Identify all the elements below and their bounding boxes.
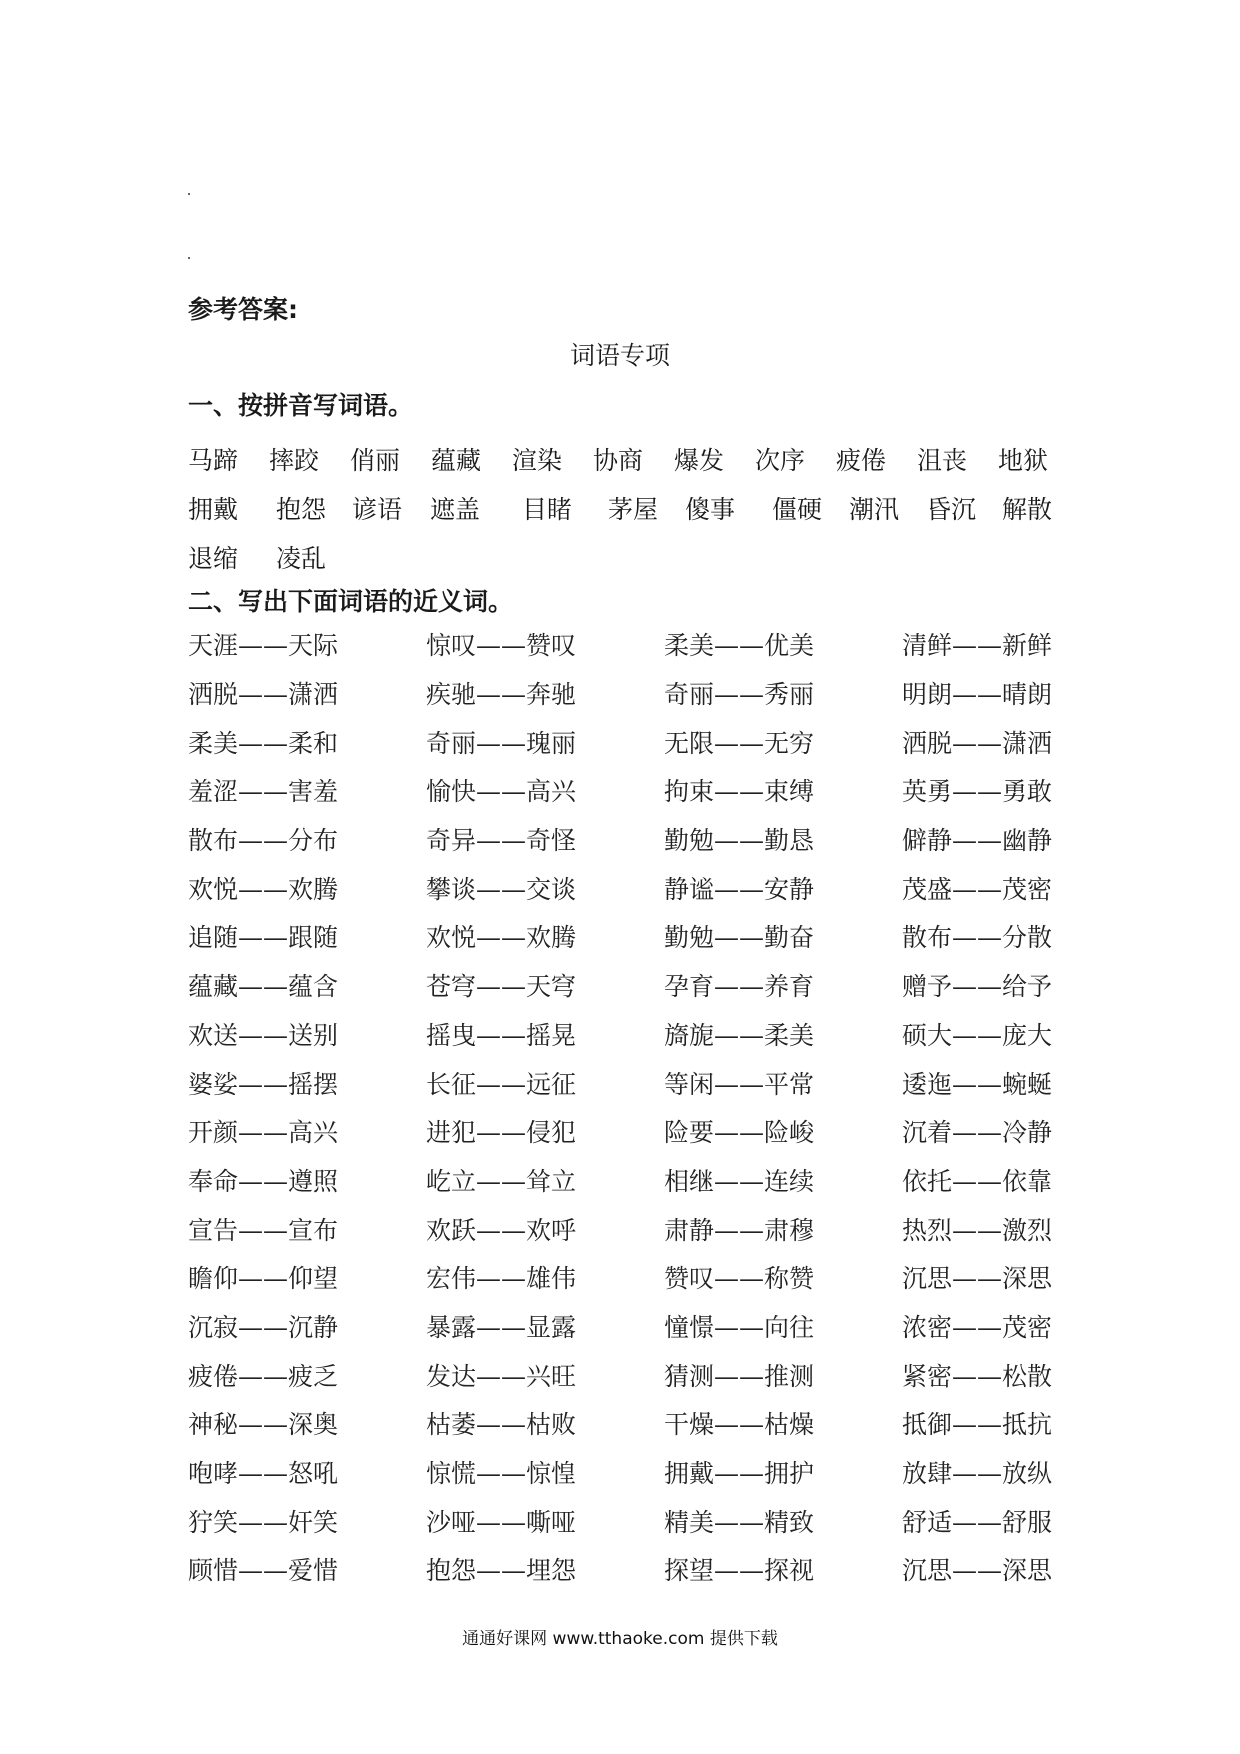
synonym-pair: 紧密——松散 [902,1361,1053,1391]
synonym-pair: 无限——无穷 [664,728,815,758]
synonym-pair: 热烈——激烈 [902,1215,1053,1245]
synonym-pair: 瞻仰——仰望 [188,1264,339,1294]
synonym-pair: 宣告——宣布 [188,1215,339,1245]
synonym-pair: 惊叹——赞叹 [426,631,577,661]
synonym-pair: 猜测——推测 [664,1361,815,1391]
synonym-pair: 浓密——茂密 [902,1312,1053,1342]
synonym-pair: 长征——远征 [426,1069,577,1099]
section2-heading: 二、写出下面词语的近义词。 [188,587,514,616]
word-row [188,483,1068,532]
synonym-pair: 险要——险峻 [664,1118,815,1148]
word: 协商 [593,445,644,475]
synonym-pair: 英勇——勇敢 [902,777,1053,807]
synonym-pair: 柔美——柔和 [188,728,339,758]
synonym-pair: 奉命——遵照 [188,1166,339,1196]
word: 目睹 [522,494,573,524]
synonym-pair: 进犯——侵犯 [426,1118,577,1148]
synonym-pair: 追随——跟随 [188,923,339,953]
synonym-list [188,620,1068,1594]
synonym-pair: 苍穹——天穹 [426,972,577,1002]
synonym-pair: 干燥——枯燥 [664,1410,815,1440]
synonym-pair: 茂盛——茂密 [902,874,1053,904]
section1-heading: 一、按拼音写词语。 [188,391,414,420]
synonym-pair: 婆娑——摇摆 [188,1069,339,1099]
synonym-pair: 蕴藏——蕴含 [188,972,339,1002]
word: 蕴藏 [431,445,482,475]
synonym-pair: 开颜——高兴 [188,1118,339,1148]
synonym-pair: 发达——兴旺 [426,1361,577,1391]
synonym-pair: 宏伟——雄伟 [426,1264,577,1294]
synonym-pair: 赞叹——称赞 [664,1264,815,1294]
word: 疲倦 [836,445,887,475]
synonym-pair: 赠予——给予 [902,972,1053,1002]
word: 渲染 [512,445,563,475]
synonym-pair: 奇丽——瑰丽 [426,728,577,758]
synonym-pair: 欢悦——欢腾 [426,923,577,953]
word: 遮盖 [430,494,481,524]
synonym-pair: 屹立——耸立 [426,1166,577,1196]
synonym-pair: 暴露——显露 [426,1312,577,1342]
scan-dot [188,193,190,195]
doc-title: 词语专项 [569,341,670,370]
synonym-pair: 舒适——舒服 [902,1507,1053,1537]
synonym-pair: 抵御——抵抗 [902,1410,1053,1440]
word-row [188,434,1068,483]
synonym-pair: 奇丽——秀丽 [664,680,815,710]
word: 解散 [1002,494,1053,524]
word: 俏丽 [350,445,401,475]
synonym-pair: 咆哮——怒吼 [188,1459,339,1489]
word: 傻事 [685,494,736,524]
synonym-pair: 硕大——庞大 [902,1020,1053,1050]
word: 昏沉 [926,494,977,524]
synonym-pair: 沉寂——沉静 [188,1312,339,1342]
synonym-pair: 神秘——深奥 [188,1410,339,1440]
synonym-pair: 沉着——冷静 [902,1118,1053,1148]
word: 次序 [755,445,806,475]
synonym-pair: 沙哑——嘶哑 [426,1507,577,1537]
synonym-pair: 勤勉——勤恳 [664,826,815,856]
synonym-pair: 探望——探视 [664,1556,815,1586]
synonym-pair: 摇曳——摇晃 [426,1020,577,1050]
scan-dot [188,257,190,259]
synonym-pair: 勤勉——勤奋 [664,923,815,953]
synonym-pair: 羞涩——害羞 [188,777,339,807]
synonym-pair: 奇异——奇怪 [426,826,577,856]
word: 抱怨 [276,494,327,524]
synonym-pair: 疲倦——疲乏 [188,1361,339,1391]
word: 茅屋 [608,494,659,524]
synonym-pair: 柔美——优美 [664,631,815,661]
synonym-pair: 僻静——幽静 [902,826,1053,856]
synonym-pair: 顾惜——爱惜 [188,1556,339,1586]
synonym-pair: 静谧——安静 [664,874,815,904]
synonym-pair: 精美——精致 [664,1507,815,1537]
synonym-pair: 枯萎——枯败 [426,1410,577,1440]
synonym-pair: 欢悦——欢腾 [188,874,339,904]
synonym-pair: 依托——依靠 [902,1166,1053,1196]
pinyin-word-list [188,434,1068,581]
synonym-pair: 愉快——高兴 [426,777,577,807]
synonym-pair: 孕育——养育 [664,972,815,1002]
synonym-pair: 攀谈——交谈 [426,874,577,904]
synonym-pair: 狞笑——奸笑 [188,1507,339,1537]
synonym-pair: 散布——分布 [188,826,339,856]
synonym-pair: 欢送——送别 [188,1020,339,1050]
synonym-pair: 旖旎——柔美 [664,1020,815,1050]
word: 马蹄 [188,445,239,475]
synonym-pair: 相继——连续 [664,1166,815,1196]
synonym-pair: 沉思——深思 [902,1556,1053,1586]
synonym-pair: 放肆——放纵 [902,1459,1053,1489]
synonym-pair: 拘束——束缚 [664,777,815,807]
synonym-pair: 疾驰——奔驰 [426,680,577,710]
synonym-pair: 逶迤——蜿蜒 [902,1069,1053,1099]
synonym-pair: 惊慌——惊惶 [426,1459,577,1489]
word: 退缩 [188,543,239,573]
word: 潮汛 [849,494,900,524]
answer-heading: 参考答案: [188,295,298,324]
footer-text: 通通好课网 www.tthaoke.com 提供下载 [462,1629,778,1649]
synonym-pair: 明朗——晴朗 [902,680,1053,710]
word: 凌乱 [276,543,327,573]
synonym-pair: 散布——分散 [902,923,1053,953]
synonym-pair: 等闲——平常 [664,1069,815,1099]
synonym-pair: 肃静——肃穆 [664,1215,815,1245]
word: 爆发 [674,445,725,475]
synonym-pair: 憧憬——向往 [664,1312,815,1342]
synonym-pair: 拥戴——拥护 [664,1459,815,1489]
synonym-pair: 清鲜——新鲜 [902,631,1053,661]
word: 谚语 [352,494,403,524]
word: 地狱 [998,445,1049,475]
synonym-pair: 天涯——天际 [188,631,339,661]
word: 僵硬 [772,494,823,524]
word: 沮丧 [917,445,968,475]
synonym-pair: 抱怨——埋怨 [426,1556,577,1586]
word: 拥戴 [188,494,239,524]
synonym-pair: 洒脱——潇洒 [188,680,339,710]
synonym-pair: 欢跃——欢呼 [426,1215,577,1245]
word-row [188,532,1068,581]
word: 摔跤 [269,445,320,475]
synonym-pair: 洒脱——潇洒 [902,728,1053,758]
synonym-pair: 沉思——深思 [902,1264,1053,1294]
